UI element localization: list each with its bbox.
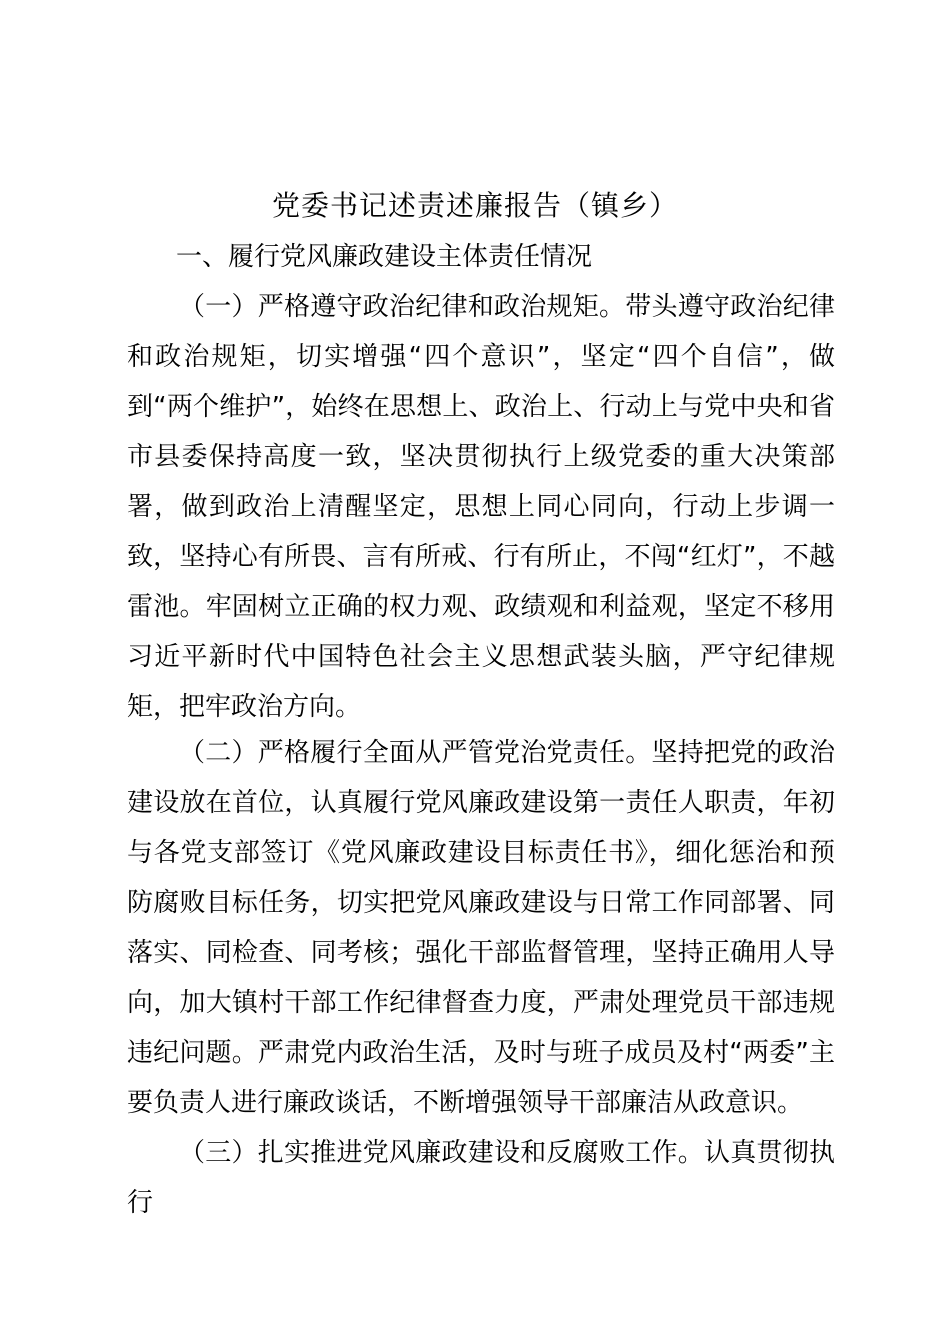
paragraph-2: （二）严格履行全面从严管党治党责任。坚持把党的政治建设放在首位，认真履行党风廉政建设第一责任人职责，年初与各党支部签订《党风廉政建设目标责任书》，细化惩治和预防腐败目标任务，切实把党风廉政建设与日常工作同部署、同落实、同检查、同考核；强化干部监督管理，坚持正确用人导向，加大镇村干部工作纪律督查力度，严肃处理党员干部违规违纪问题。严肃党内政治生活，及时与班子成员及村“两委”主要负责人进行廉政谈话，不断增强领导干部廉洁从政意识。 — [127, 738, 835, 1118]
document-title: 党委书记述责述廉报告（镇乡） — [271, 189, 678, 222]
paragraph-1: （一）严格遵守政治纪律和政治规矩。带头遵守政治纪律和政治规矩，切实增强“四个意识”，坚定“四个自信”，做到“两个维护”，始终在思想上、政治上、行动上与党中央和省市县委保持高度一致，坚决贯彻执行上级党委的重大决策部署，做到政治上清醒坚定，思想上同心同向，行动上步调一致，坚持心有所畏、言有所戒、行有所止，不闯“红灯”，不越雷池。牢固树立正确的权力观、政绩观和利益观，坚定不移用习近平新时代中国特色社会主义思想武装头脑，严守纪律规矩，把牢政治方向。 — [127, 292, 835, 722]
paragraph-3: （三）扎实推进党风廉政建设和反腐败工作。认真贯彻执行 — [127, 1138, 835, 1218]
section-heading: 一、履行党风廉政建设主体责任情况 — [176, 242, 593, 272]
